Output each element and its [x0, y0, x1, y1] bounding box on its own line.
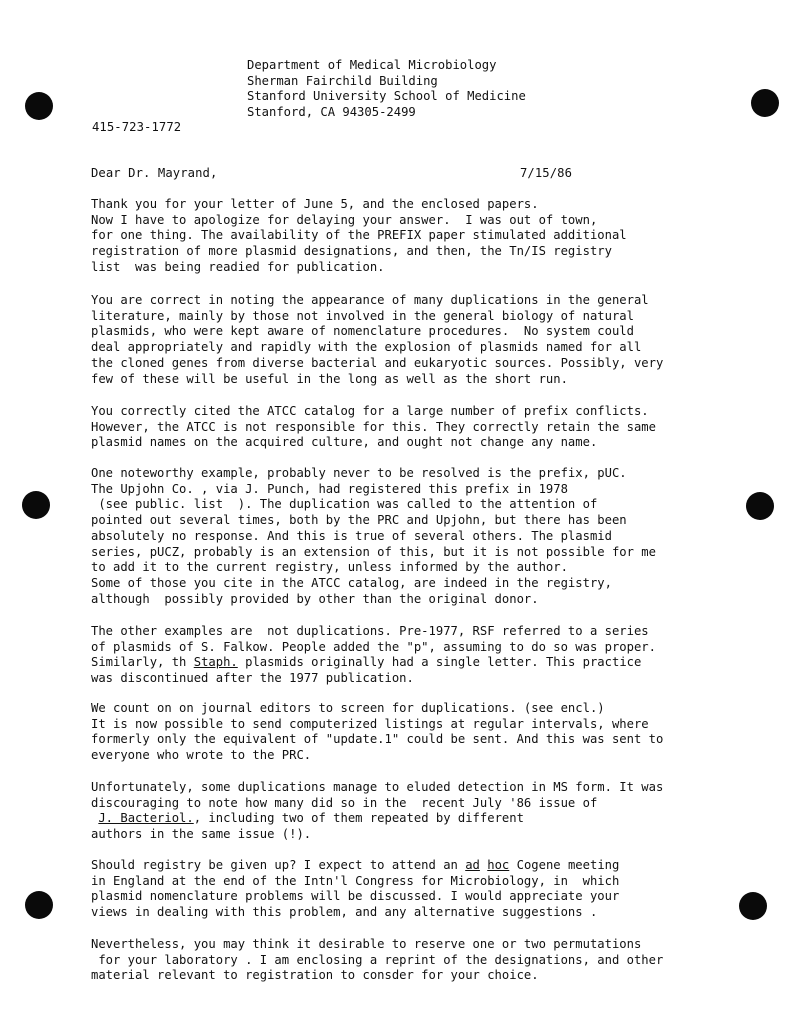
text-line: pointed out several times, both by the PRC and Upjohn, but there has been [91, 513, 627, 528]
text-line: absolutely no response. And this is true of several others. The plasmid [91, 528, 612, 543]
letterhead-building: Sherman Fairchild Building [247, 73, 438, 88]
text-line: Should registry be given up? I expect to attend an ad hoc Cogene meeting [91, 858, 620, 872]
letter-date: 7/15/86 [520, 166, 573, 180]
text-line: You correctly cited the ATCC catalog for a large number of prefix conflicts. [91, 404, 649, 418]
text-line: although possibly provided by other than the original donor. [91, 591, 539, 606]
text-line: few of these will be useful in the long as well as the short run. [91, 371, 568, 386]
text-line: of plasmids of S. Falkow. People added the "p", assuming to do so was proper. [91, 639, 656, 654]
text-line: Similarly, th Staph. plasmids originally had a single letter. This practice [91, 655, 642, 670]
paragraph-2 [91, 293, 663, 387]
text-line: plasmid nomenclature problems will be discussed. I would appreciate your [91, 889, 620, 904]
text-line: formerly only the equivalent of "update.1" could be sent. And this was sent to [91, 732, 664, 747]
letterhead-address: Stanford, CA 94305-2499 [247, 105, 416, 120]
text-line: material relevant to registration to consder for your choice. [91, 968, 539, 983]
paragraph-5 [91, 624, 656, 687]
paragraph-1 [91, 197, 627, 276]
salutation: Dear Dr. Mayrand, [91, 166, 218, 180]
phone-number: 415-723-1772 [92, 120, 182, 134]
text-line: (see public. list ). The duplication was called to the attention of [91, 497, 598, 512]
punch-hole-bottom-right [739, 892, 767, 920]
underlined-staph: Staph. [193, 655, 238, 670]
paragraph-4 [91, 466, 656, 607]
punch-hole-top-left [25, 92, 53, 120]
text-line: J. Bacteriol., including two of them repeated by different [98, 811, 524, 826]
text-line: literature, mainly by those not involved in the general biology of natural [91, 308, 634, 323]
letterhead-school: Stanford University School of Medicine [247, 89, 526, 104]
underlined-ad: ad [465, 858, 480, 872]
text-line: Nevertheless, you may think it desirable to reserve one or two permutations [91, 937, 642, 951]
text-line: in England at the end of the Intn'l Congress for Microbiology, in which [91, 873, 620, 888]
text-line: Unfortunately, some duplications manage to eluded detection in MS form. It was [91, 780, 664, 794]
paragraph-8 [91, 858, 619, 921]
text-line: discouraging to note how many did so in the recent July '86 issue of [91, 795, 598, 810]
letterhead [247, 58, 526, 121]
text-line: to add it to the current registry, unless informed by the author. [91, 560, 568, 575]
text-line: The Upjohn Co. , via J. Punch, had registered this prefix in 1978 [91, 481, 568, 496]
punch-hole-bottom-left [25, 891, 53, 919]
text-line: registration of more plasmid designations, and then, the Tn/IS registry [91, 244, 612, 259]
text-line: Some of those you cite in the ATCC catalog, are indeed in the registry, [91, 575, 612, 590]
text-line: for one thing. The availability of the PREFIX paper stimulated additional [91, 228, 627, 243]
text-line: You are correct in noting the appearance of many duplications in the general [91, 293, 649, 307]
letterhead-department: Department of Medical Microbiology [247, 58, 497, 72]
text-line: series, pUCZ, probably is an extension of this, but it is not possible for me [91, 544, 656, 559]
text-line: We count on on journal editors to screen for duplications. (see encl.) [91, 701, 605, 715]
text-line: plasmids, who were kept aware of nomenclature procedures. No system could [91, 324, 634, 339]
text-line: was discontinued after the 1977 publication. [91, 671, 414, 686]
paragraph-7 [91, 780, 663, 843]
text-line: everyone who wrote to the PRC. [91, 748, 312, 763]
text-line: for your laboratory . I am enclosing a reprint of the designations, and other [91, 952, 664, 967]
underlined-journal: J. Bacteriol. [98, 811, 194, 826]
text-line: Now I have to apologize for delaying your answer. I was out of town, [91, 212, 598, 227]
paragraph-6 [91, 701, 663, 764]
punch-hole-middle-right [746, 492, 774, 520]
text-line: One noteworthy example, probably never to be resolved is the prefix, pUC. [91, 466, 627, 480]
paragraph-3 [91, 404, 656, 451]
text-line: list was being readied for publication. [91, 259, 385, 274]
text-line: the cloned genes from diverse bacterial and eukaryotic sources. Possibly, very [91, 355, 664, 370]
text-line: It is now possible to send computerized listings at regular intervals, where [91, 716, 649, 731]
text-line: Thank you for your letter of June 5, and the enclosed papers. [91, 197, 539, 211]
text-line: views in dealing with this problem, and any alternative suggestions . [91, 905, 598, 920]
text-line: plasmid names on the acquired culture, and ought not change any name. [91, 435, 598, 450]
punch-hole-middle-left [22, 491, 50, 519]
text-line: However, the ATCC is not responsible for this. They correctly retain the same [91, 419, 656, 434]
text-line: The other examples are not duplications. Pre-1977, RSF referred to a series [91, 624, 649, 638]
punch-hole-top-right [751, 89, 779, 117]
text-line: deal appropriately and rapidly with the explosion of plasmids named for all [91, 340, 642, 355]
paragraph-9 [91, 937, 663, 984]
underlined-hoc: hoc [487, 858, 510, 872]
text-line: authors in the same issue (!). [91, 827, 312, 842]
